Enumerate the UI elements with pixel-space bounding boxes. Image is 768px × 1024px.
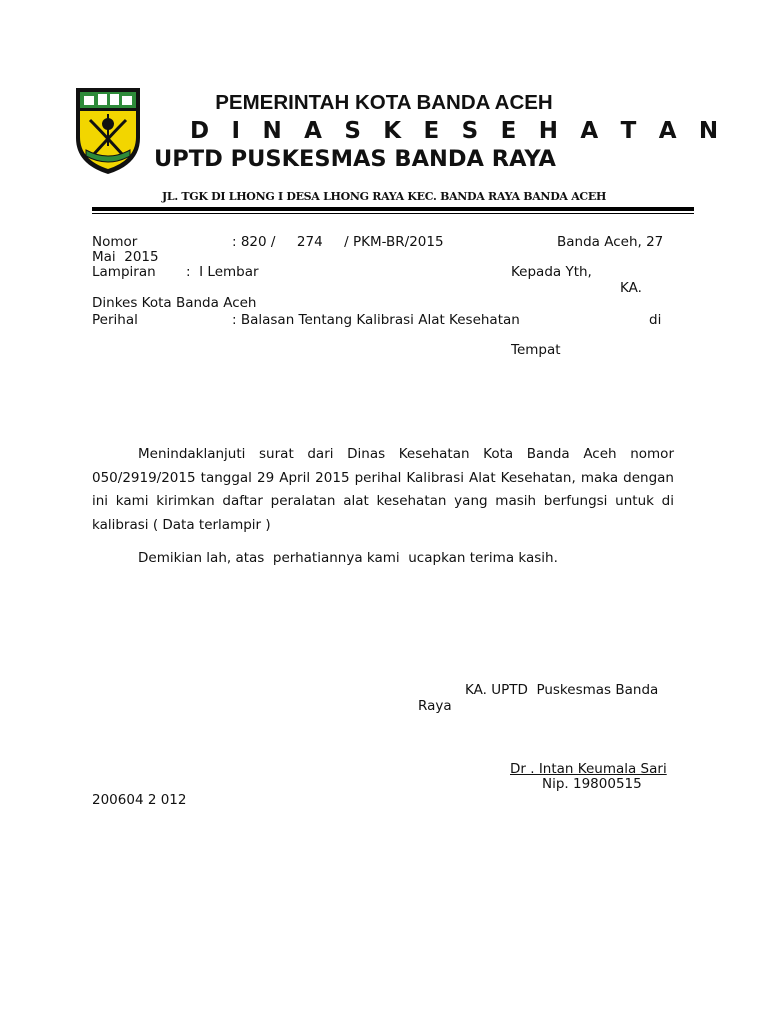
signature-title-cont: Raya xyxy=(418,698,452,714)
body-paragraph-2: Demikian lah, atas perhatiannya kami ucapkan terima kasih. xyxy=(138,550,558,566)
nomor-label: Nomor xyxy=(92,234,138,250)
lampiran-label: Lampiran xyxy=(92,264,156,280)
recipient-di: di xyxy=(649,312,662,328)
letter-date-cont: Mai 2015 xyxy=(92,249,159,265)
nomor-value: : 820 / 274 / PKM-BR/2015 xyxy=(232,234,444,250)
letterhead-divider-thick xyxy=(92,207,694,211)
letterhead-address: JL. TGK DI LHONG I DESA LHONG RAYA KEC. BANDA RAYA BANDA ACEH xyxy=(162,190,607,203)
signature-nip-cont: 200604 2 012 xyxy=(92,792,187,808)
recipient-salutation: Kepada Yth, xyxy=(511,264,592,280)
letterhead-divider-thin xyxy=(92,213,694,214)
letterhead-unit: UPTD PUSKESMAS BANDA RAYA xyxy=(154,146,556,172)
recipient-title: KA. xyxy=(620,280,642,296)
letterhead-agency: D I N A S K E S E H A T A N xyxy=(190,118,726,144)
body-paragraph-1 xyxy=(92,443,674,537)
body-paragraph-1-text: Menindaklanjuti surat dari Dinas Kesehatan Kota Banda Aceh nomor 050/2919/2015 tanggal 29 April 2015 perihal Kalibrasi Alat Kesehatan, maka dengan ini kami kirimkan daftar peralatan alat kesehatan yang masih berfungsi untuk di kalibrasi ( Data terlampir ) xyxy=(92,446,674,533)
perihal-value: : Balasan Tentang Kalibrasi Alat Kesehatan xyxy=(232,312,520,328)
letter-date: Banda Aceh, 27 xyxy=(557,234,664,250)
perihal-label: Perihal xyxy=(92,312,138,328)
lampiran-value: : I Lembar xyxy=(186,264,259,280)
recipient-name: Dinkes Kota Banda Aceh xyxy=(92,295,257,311)
signature-nip: Nip. 19800515 xyxy=(542,776,642,792)
signature-name: Dr . Intan Keumala Sari xyxy=(510,761,667,777)
recipient-place: Tempat xyxy=(511,342,561,358)
letterhead-government: PEMERINTAH KOTA BANDA ACEH xyxy=(215,91,553,114)
signature-title: KA. UPTD Puskesmas Banda xyxy=(465,682,659,698)
